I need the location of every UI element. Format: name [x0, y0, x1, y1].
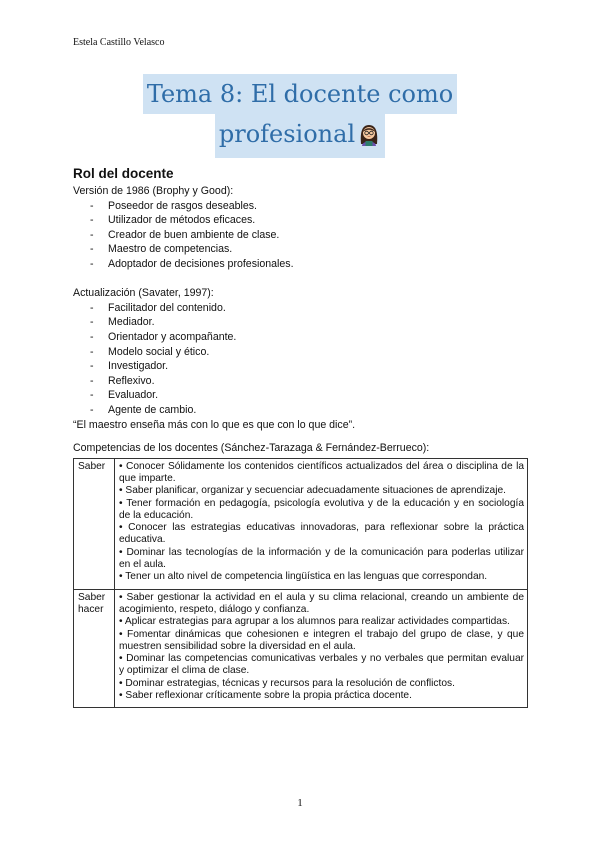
competence-item: • Saber reflexionar críticamente sobre la propia práctica docente.: [119, 690, 412, 702]
quote: “El maestro enseña más con lo que es que con lo que dice”.: [73, 418, 356, 431]
competence-item: • Saber gestionar la actividad en el aula y su clima relacional, creando un ambiente de acogimiento, respeto, diálogo y confianza.: [119, 591, 524, 615]
competence-item: • Fomentar dinámicas que cohesionen e integren el trabajo del grupo de clase, y que muestren sensibilidad sobre la diversidad en el aula.: [119, 628, 524, 652]
section-heading-rol: Rol del docente: [73, 166, 174, 181]
list-item: - Orientador y acompañante.: [73, 330, 528, 345]
list-item: - Modelo social y ético.: [73, 345, 528, 360]
list-item: - Investigador.: [73, 359, 528, 374]
competence-item: • Dominar estrategias, técnicas y recursos para la resolución de conflictos.: [119, 677, 455, 689]
competencias-intro: Competencias de los docentes (Sánchez-Tarazaga & Fernández-Berrueco):: [73, 442, 430, 455]
document-body: [73, 165, 528, 708]
actualizacion-list: [73, 301, 528, 418]
competence-item: • Tener formación en pedagogía, psicología evolutiva y de la educación y en sociología de la educación.: [119, 497, 524, 521]
version-list: [73, 199, 528, 272]
teacher-icon: [357, 118, 381, 158]
items-cell: [115, 458, 528, 589]
author-name: Estela Castillo Velasco: [73, 37, 165, 48]
table-row: [74, 589, 528, 708]
competence-item: • Saber planificar, organizar y secuenciar adecuadamente situaciones de aprendizaje.: [119, 485, 506, 497]
competence-item: • Conocer Sólidamente los contenidos científicos actualizados del área o disciplina de la que imparte.: [119, 460, 524, 484]
page-number: 1: [297, 797, 303, 809]
list-item: - Agente de cambio.: [73, 403, 528, 418]
list-item: - Creador de buen ambiente de clase.: [73, 228, 528, 243]
competence-item: • Tener un alto nivel de competencia lingüística en las lenguas que correspondan.: [119, 571, 488, 583]
competencias-table: [73, 458, 528, 709]
category-cell: Saber: [74, 458, 115, 589]
list-item: - Facilitador del contenido.: [73, 301, 528, 316]
title-line-1: Tema 8: El docente como: [143, 74, 457, 114]
list-item: - Evaluador.: [73, 388, 528, 403]
title-line-2: [215, 114, 385, 158]
list-item: - Poseedor de rasgos deseables.: [73, 199, 528, 214]
list-item: - Maestro de competencias.: [73, 242, 528, 257]
competence-item: • Dominar las tecnologías de la información y de la comunicación para poderlas utilizar en el aula.: [119, 546, 524, 571]
table-row: [74, 458, 528, 589]
items-cell: [115, 589, 528, 708]
competence-item: • Aplicar estrategias para agrupar a los alumnos para realizar actividades compartidas.: [119, 616, 510, 628]
list-item: - Utilizador de métodos eficaces.: [73, 213, 528, 228]
version-intro: Versión de 1986 (Brophy y Good):: [73, 185, 234, 197]
category-cell: Saber hacer: [74, 589, 115, 708]
list-item: - Adoptador de decisiones profesionales.: [73, 257, 528, 272]
competence-item: • Conocer las estrategias educativas innovadoras, para reflexionar sobre la práctica educativa.: [119, 522, 524, 546]
page-title: [0, 74, 600, 158]
list-item: - Reflexivo.: [73, 374, 528, 389]
list-item: - Mediador.: [73, 315, 528, 330]
competence-item: • Dominar las competencias comunicativas verbales y no verbales que permitan evaluar y optimizar el clima de clase.: [119, 653, 524, 677]
actualizacion-intro: Actualización (Savater, 1997):: [73, 287, 214, 300]
title-line-2-text: profesional: [218, 120, 356, 148]
